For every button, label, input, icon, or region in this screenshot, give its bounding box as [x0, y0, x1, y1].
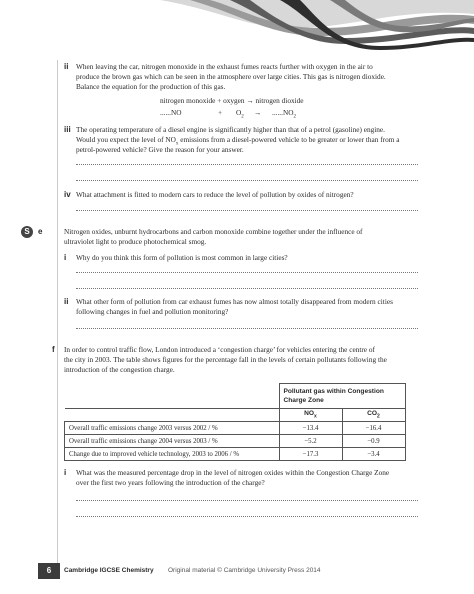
- co2-value: −0.9: [342, 435, 405, 448]
- supplement-s-icon: S: [21, 226, 33, 238]
- table-blank-cell: [65, 384, 280, 409]
- row-label: Overall traffic emissions change 2004 versus 2003 / %: [65, 435, 280, 448]
- part-e-i-text: Why do you think this form of pollution is most common in large cities?: [76, 253, 288, 262]
- part-iii-text-line3: petrol-powered vehicle? Give the reason for your answer.: [76, 145, 244, 154]
- answer-line[interactable]: [76, 272, 418, 273]
- equation-arrow: →: [254, 108, 262, 117]
- answer-line[interactable]: [76, 210, 418, 211]
- page-number: 6: [38, 563, 60, 579]
- answer-line[interactable]: [76, 164, 418, 165]
- table-header-nox: $NO_x$: [279, 409, 342, 422]
- equation-blank-no2: $......NO_2$: [272, 108, 296, 120]
- part-iii-label: iii: [64, 125, 71, 134]
- row-label: Change due to improved vehicle technology, 2003 to 2006 / %: [65, 448, 280, 461]
- table-header-co2: $CO_2$: [342, 409, 405, 422]
- table-row: [65, 435, 406, 448]
- table-row: [65, 422, 406, 435]
- word-equation: nitrogen monoxide + oxygen → nitrogen dioxide: [160, 96, 304, 105]
- copyright-notice: Original material © Cambridge University Press 2014: [168, 567, 321, 574]
- part-e-ii-label: ii: [64, 297, 69, 306]
- row-label: Overall traffic emissions change 2003 versus 2002 / %: [65, 422, 280, 435]
- pollutant-table: [64, 383, 406, 461]
- equation-oxygen: $O_2$: [236, 108, 244, 120]
- part-e-ii-text-line2: following changes in fuel and pollution monitoring?: [76, 307, 229, 316]
- part-e-text-line2: ultraviolet light to produce photochemical smog.: [64, 237, 207, 246]
- part-e-ii-text-line1: What other form of pollution from car exhaust fumes has now almost totally disappeared from modern cities: [76, 297, 393, 306]
- part-iv-label: iv: [64, 190, 71, 199]
- table-blank-cell: [65, 409, 280, 422]
- nox-value: −5.2: [279, 435, 342, 448]
- answer-line[interactable]: [76, 516, 418, 517]
- part-f-text-line2: the city in 2003. The table shows figures for the percentage fall in the levels of certain pollutants following the: [64, 355, 387, 364]
- part-e-text-line1: Nitrogen oxides, unburnt hydrocarbons and carbon monoxide combine together under the influence of: [64, 227, 363, 236]
- equation-blank-no: ......NO: [160, 108, 182, 117]
- part-iv-text: What attachment is fitted to modern cars to reduce the level of pollution by oxides of nitrogen?: [76, 190, 354, 199]
- part-f-text-line1: In order to control traffic flow, London introduced a ‘congestion charge’ for vehicles entering the centre of: [64, 345, 375, 354]
- table-group-header: Pollutant gas within Congestion Charge Zone: [279, 384, 405, 409]
- part-e-i-label: i: [64, 253, 67, 262]
- nox-value: −13.4: [279, 422, 342, 435]
- part-f-i-label: i: [64, 468, 67, 477]
- answer-line[interactable]: [76, 180, 418, 181]
- part-f-label: f: [52, 345, 55, 354]
- book-title: Cambridge IGCSE Chemistry: [64, 567, 154, 574]
- co2-value: −3.4: [342, 448, 405, 461]
- nox-value: −17.3: [279, 448, 342, 461]
- part-ii-text-line1: When leaving the car, nitrogen monoxide in the exhaust fumes reacts further with oxygen in the air to: [76, 62, 373, 71]
- decorative-wave-header: [0, 0, 474, 60]
- part-iii-text-line1: The operating temperature of a diesel engine is significantly higher than that of a petrol (gasoline) engine.: [76, 125, 385, 134]
- part-ii-label: ii: [64, 62, 69, 71]
- margin-rule: [57, 60, 58, 578]
- part-f-text-line3: introduction of the congestion charge.: [64, 365, 175, 374]
- answer-line[interactable]: [76, 328, 418, 329]
- part-f-i-text-line1: What was the measured percentage drop in the level of nitrogen oxides within the Congestion Charge Zone: [76, 468, 390, 477]
- table-row: [65, 448, 406, 461]
- co2-value: −16.4: [342, 422, 405, 435]
- part-iii-text-line2: Would you expect the level of $NO_x$ emissions from a diesel-powered vehicle to be greater or lower than from a: [76, 135, 400, 147]
- equation-plus: +: [218, 108, 223, 117]
- part-f-i-text-line2: over the first two years following the introduction of the charge?: [76, 478, 265, 487]
- answer-line[interactable]: [76, 500, 418, 501]
- part-ii-text-line2: produce the brown gas which can be seen in the atmosphere over large cities. This gas is nitrogen dioxide.: [76, 72, 386, 81]
- answer-line[interactable]: [76, 288, 418, 289]
- part-e-label: e: [38, 227, 43, 236]
- part-ii-text-line3: Balance the equation for the production of this gas.: [76, 82, 226, 91]
